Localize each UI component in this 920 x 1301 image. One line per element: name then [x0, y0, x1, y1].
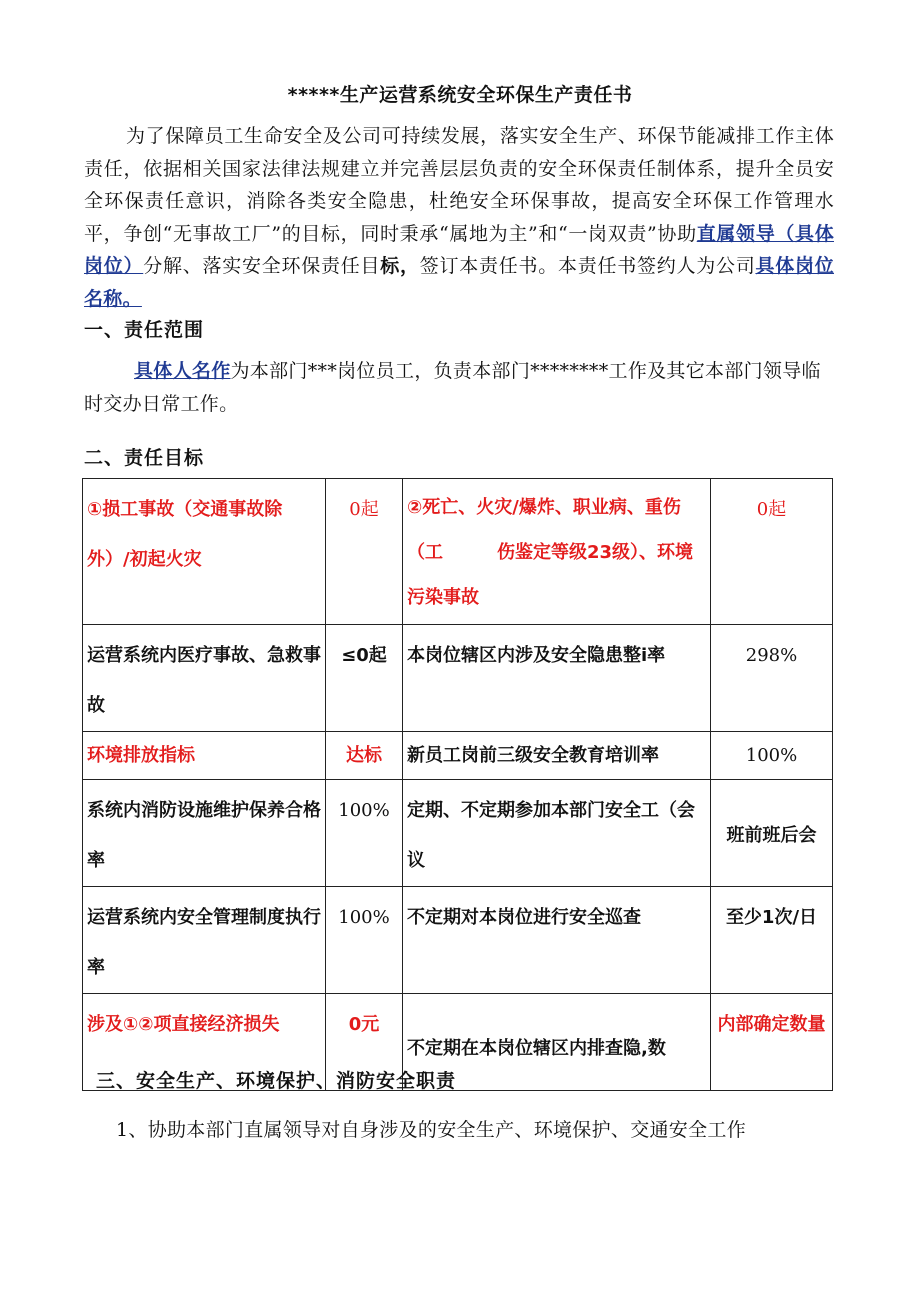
section1-heading: 一、责任范围: [84, 319, 205, 341]
table-cell: 100%: [711, 732, 833, 780]
table-cell: 运营系统内医疗事故、急救事故: [83, 625, 326, 732]
table-cell: ②死亡、火灾/爆炸、职业病、重伤（工 伤鉴定等级23级）、环境污染事故: [403, 479, 711, 625]
position-name-placeholder: 具体岗位名称。: [84, 255, 834, 310]
table-cell: 环境排放指标: [83, 732, 326, 780]
intro-text-2: 分解、落实安全环保责任目: [143, 255, 381, 277]
intro-text-3: 签订本责任书。本责任书签约人为公司: [419, 255, 756, 277]
table-row: [83, 732, 833, 780]
intro-paragraph: [84, 120, 834, 315]
table-cell: ≤0起: [326, 625, 403, 732]
table-cell: 达标: [326, 732, 403, 780]
table-cell: 100%: [326, 887, 403, 994]
table-cell: 100%: [326, 780, 403, 887]
table-cell: 系统内消防设施维护保养合格率: [83, 780, 326, 887]
table-cell: 本岗位辖区内涉及安全隐患整i率: [403, 625, 711, 732]
table-cell: 不定期对本岗位进行安全巡查: [403, 887, 711, 994]
table-cell: 298%: [711, 625, 833, 732]
table-row: [83, 887, 833, 994]
table-cell: 涉及①②项直接经济损失: [83, 994, 326, 1091]
table-cell: 不定期在本岗位辖区内排查隐,数: [403, 994, 711, 1091]
table-cell: ①损工事故（交通事故除外）/初起火灾: [83, 479, 326, 625]
table-cell: 新员工岗前三级安全教育培训率: [403, 732, 711, 780]
table-row: [83, 479, 833, 625]
table-row: [83, 780, 833, 887]
table-cell: 班前班后会: [711, 780, 833, 887]
superior-position-placeholder: 直属领导（具体岗位）: [84, 222, 834, 277]
table-cell: 运营系统内安全管理制度执行率: [83, 887, 326, 994]
scope-text: 为本部门***岗位员工，负责本部门********工作及其它本部门领导临时交办日常工作。: [84, 360, 821, 415]
section3-heading: 三、安全生产、环境保护、消防安全职责: [96, 1070, 457, 1092]
intro-text-1: 为了保障员工生命安全及公司可持续发展，落实安全生产、环保节能减排工作主体责任，依据相关国家法律法规建立并完善层层负责的安全环保责任制体系，提升全员安全环保责任意识，消除各类安全隐患，杜绝安全环保事故，提高安全环保工作管理水平，争创“无事故工厂”的目标，同时秉承“属地为主”和“一岗双责”协助: [84, 125, 834, 245]
section2-heading: 二、责任目标: [84, 447, 205, 469]
table-cell: 0起: [711, 479, 833, 625]
table-cell: 至少1次/日: [711, 887, 833, 994]
table-cell: 0元: [326, 994, 403, 1091]
duty-item-1: 1、协助本部门直属领导对自身涉及的安全生产、环境保护、交通安全工作: [116, 1119, 746, 1141]
responsibility-targets-table: [82, 478, 833, 1091]
person-name-placeholder: 具体人名作: [134, 360, 231, 382]
intro-bold-text: 标，: [380, 255, 420, 277]
table-cell: 0起: [326, 479, 403, 625]
table-cell: 定期、不定期参加本部门安全工（会议: [403, 780, 711, 887]
table-cell: 内部确定数量: [711, 994, 833, 1091]
table-row: [83, 625, 833, 732]
scope-paragraph: [84, 355, 834, 421]
document-title: *****生产运营系统安全环保生产责任书: [287, 84, 633, 106]
